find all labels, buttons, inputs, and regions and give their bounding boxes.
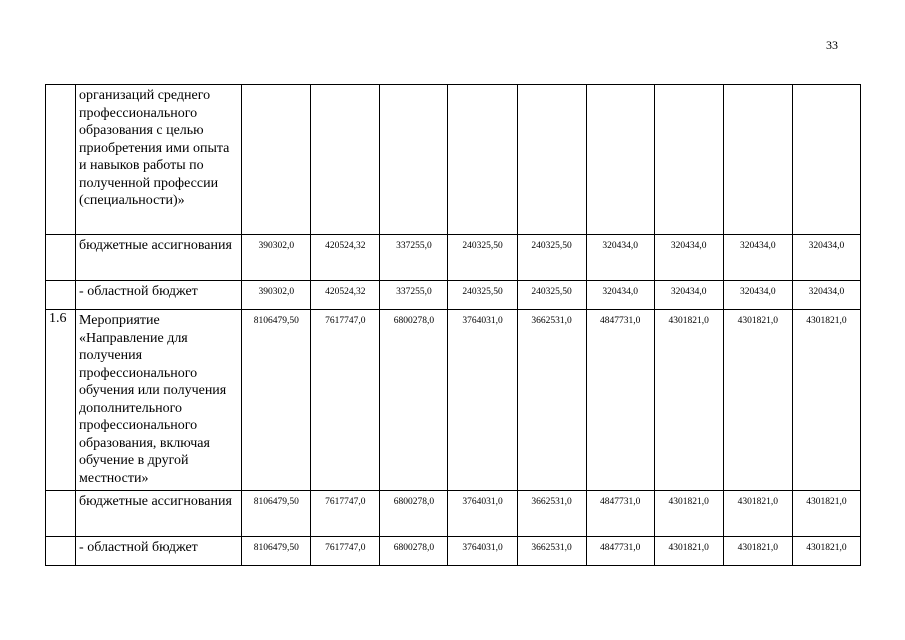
value-cell xyxy=(242,85,311,235)
table-row xyxy=(46,235,861,281)
value-cell: 337255,0 xyxy=(380,235,448,281)
value-cell: 8106479,50 xyxy=(242,310,311,491)
value-cell: 4847731,0 xyxy=(586,537,654,566)
value-cell: 337255,0 xyxy=(380,281,448,310)
value-cell xyxy=(654,85,723,235)
value-cell: 4301821,0 xyxy=(792,537,860,566)
description-cell: бюджетные ассигнования xyxy=(76,491,242,537)
value-cell: 320434,0 xyxy=(792,235,860,281)
value-cell: 390302,0 xyxy=(242,235,311,281)
value-cell: 320434,0 xyxy=(723,281,792,310)
value-cell: 320434,0 xyxy=(654,235,723,281)
value-cell: 4301821,0 xyxy=(654,537,723,566)
value-cell: 3764031,0 xyxy=(448,310,517,491)
row-number-cell xyxy=(46,537,76,566)
description-cell: - областной бюджет xyxy=(76,537,242,566)
table-row xyxy=(46,491,861,537)
value-cell: 320434,0 xyxy=(792,281,860,310)
value-cell xyxy=(586,85,654,235)
row-number-cell xyxy=(46,491,76,537)
value-cell: 320434,0 xyxy=(586,281,654,310)
value-cell: 3662531,0 xyxy=(517,537,586,566)
value-cell: 320434,0 xyxy=(654,281,723,310)
row-number-cell: 1.6 xyxy=(46,310,76,491)
value-cell: 3662531,0 xyxy=(517,491,586,537)
description-cell: бюджетные ассигнования xyxy=(76,235,242,281)
page-number: 33 xyxy=(826,38,838,52)
value-cell: 8106479,50 xyxy=(242,491,311,537)
value-cell: 320434,0 xyxy=(586,235,654,281)
row-number-cell xyxy=(46,281,76,310)
value-cell: 4301821,0 xyxy=(792,310,860,491)
value-cell: 4847731,0 xyxy=(586,310,654,491)
value-cell: 240325,50 xyxy=(517,235,586,281)
value-cell: 240325,50 xyxy=(517,281,586,310)
table-row xyxy=(46,85,861,235)
table-row xyxy=(46,281,861,310)
value-cell: 420524,32 xyxy=(311,235,380,281)
description-cell: Мероприятие «Направление для получения профессионального обучения или получения дополнительного профессионального образования, включая обучение в другой местности» xyxy=(76,310,242,491)
value-cell: 4301821,0 xyxy=(723,310,792,491)
value-cell: 240325,50 xyxy=(448,281,517,310)
value-cell xyxy=(311,85,380,235)
value-cell xyxy=(792,85,860,235)
description-cell: - областной бюджет xyxy=(76,281,242,310)
value-cell: 4301821,0 xyxy=(723,537,792,566)
value-cell: 4301821,0 xyxy=(654,310,723,491)
value-cell: 7617747,0 xyxy=(311,310,380,491)
value-cell: 6800278,0 xyxy=(380,310,448,491)
value-cell xyxy=(380,85,448,235)
value-cell: 7617747,0 xyxy=(311,491,380,537)
value-cell: 320434,0 xyxy=(723,235,792,281)
value-cell: 240325,50 xyxy=(448,235,517,281)
value-cell: 6800278,0 xyxy=(380,537,448,566)
value-cell: 6800278,0 xyxy=(380,491,448,537)
value-cell xyxy=(517,85,586,235)
table-row xyxy=(46,537,861,566)
table-row xyxy=(46,310,861,491)
value-cell xyxy=(723,85,792,235)
value-cell: 3662531,0 xyxy=(517,310,586,491)
budget-table xyxy=(45,84,861,566)
value-cell: 4301821,0 xyxy=(792,491,860,537)
value-cell: 420524,32 xyxy=(311,281,380,310)
value-cell: 4847731,0 xyxy=(586,491,654,537)
table-body xyxy=(46,85,861,566)
value-cell: 7617747,0 xyxy=(311,537,380,566)
value-cell xyxy=(448,85,517,235)
row-number-cell xyxy=(46,85,76,235)
value-cell: 390302,0 xyxy=(242,281,311,310)
value-cell: 8106479,50 xyxy=(242,537,311,566)
value-cell: 4301821,0 xyxy=(654,491,723,537)
description-cell: организаций среднего профессионального образования с целью приобретения ими опыта и навыков работы по полученной профессии (специальности)» xyxy=(76,85,242,235)
value-cell: 4301821,0 xyxy=(723,491,792,537)
value-cell: 3764031,0 xyxy=(448,491,517,537)
value-cell: 3764031,0 xyxy=(448,537,517,566)
row-number-cell xyxy=(46,235,76,281)
